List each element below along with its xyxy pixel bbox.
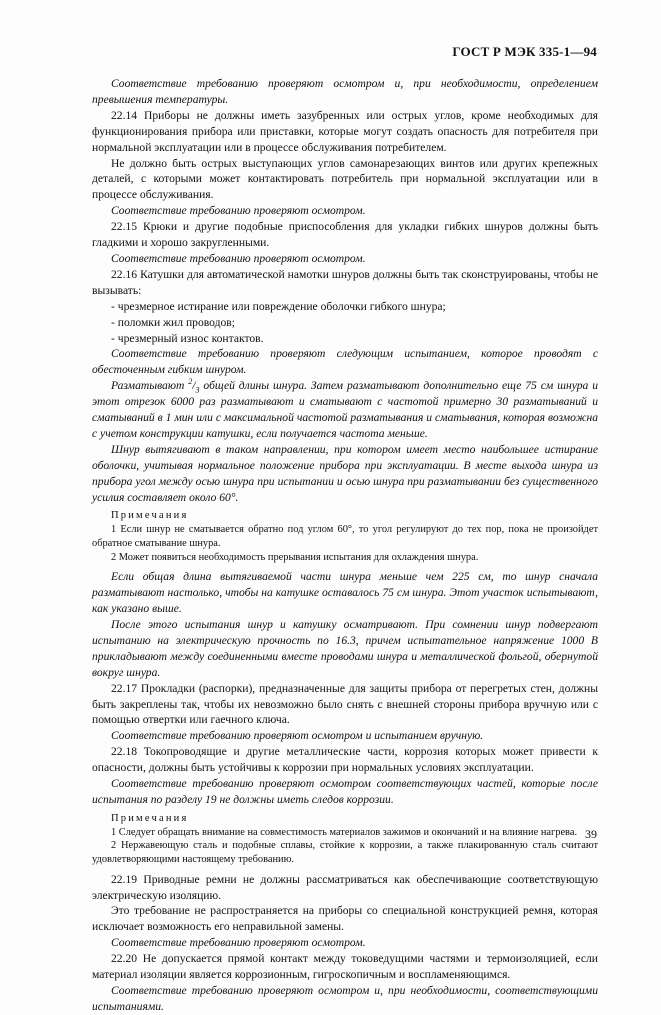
paragraph: Соответствие требованию проверяют осмотром соответствующих частей, которые после испытания по разделу 19 не должны иметь следов коррозии. — [92, 777, 598, 806]
page-number: 39 — [585, 827, 597, 841]
list-item: - поломки жил проводов; — [111, 315, 235, 329]
text-run: общей длины шнура. Затем разматывают дополнительно еще 75 см шнура и этот отрезок 6000 раз разматывают и сматывают с частотой примерно 30 разматываний и сматываний в 1 мин или с максимальной частотой разматывания и сматывания, которая возможна с учетом конструкции катушки, если получается частота меньше. — [92, 379, 598, 440]
notes-heading: Примечания — [111, 812, 189, 824]
fraction-numerator: 2 — [188, 377, 193, 387]
paragraph: 22.16 Катушки для автоматической намотки шнуров должны быть так сконструированы, чтобы не вызывать: — [92, 267, 598, 297]
fraction-denominator: 3 — [195, 385, 200, 395]
paragraph: Разматывают $^2/_3$ общей длины шнура. Затем разматывают дополнительно еще 75 см шнура и этот отрезок 6000 раз разматывают и сматывают с частотой примерно 30 разматываний и сматываний в 1 мин или с максимальной частотой разматывания и сматывания, которая возможна с учетом конструкции катушки, если получается частота меньше. — [92, 377, 598, 440]
paragraph: Соответствие требованию проверяют осмотром. — [111, 251, 366, 265]
paragraph: Соответствие требованию проверяют осмотром и, при необходимости, соответствующими испытаниями. — [92, 983, 598, 1013]
paragraph: 22.15 Крюки и другие подобные приспособления для укладки гибких шнуров должны быть гладкими и хорошо закругленными. — [92, 220, 598, 250]
paragraph: 22.14 Приборы не должны иметь зазубренных или острых углов, кроме необходимых для функционирования прибора или приставки, которые могут создать опасность для потребителя при нормальной эксплуатации или в процессе обслуживания потребителем. — [92, 108, 598, 154]
paragraph: Если общая длина вытягиваемой части шнура меньше чем 225 см, то шнур сначала разматывают настолько, чтобы на катушке оставалось 75 см шнура. Этот участок испытывают, как указано выше. — [92, 570, 598, 616]
paragraph: 22.17 Прокладки (распорки), предназначенные для защиты прибора от перегретых стен, должны быть закреплены так, чтобы их невозможно было снять с внешней стороны прибора вручную или с помощью отвертки или гаечного ключа. — [92, 681, 598, 727]
paragraph: 22.19 Приводные ремни не должны рассматриваться как обеспечивающие соответствующую электрическую изоляцию. — [92, 872, 598, 902]
paragraph: Шнур вытягивают в таком направлении, при котором имеет место наибольшее истирание оболочки, учитывая нормальное положение прибора при эксплуатации. В месте выхода шнура из прибора угол между осью шнура при испытании и осью шнура при разматывании без существенного усилия составляет около 60°. — [92, 442, 598, 504]
paragraph: Не должно быть острых выступающих углов самонарезающих винтов или других крепежных деталей, с которыми может контактировать потребитель при нормальной эксплуатации или в процессе обслуживания. — [92, 156, 598, 202]
paragraph: 22.18 Токопроводящие и другие металлические части, коррозия которых может привести к опасности, должны быть устойчивы к коррозии при нормальных условиях эксплуатации. — [92, 745, 598, 775]
paragraph: Соответствие требованию проверяют следующим испытанием, которое проводят с обесточенным гибким шнуром. — [92, 347, 598, 377]
paragraph: Это требование не распространяется на приборы со специальной конструкцией ремня, которая исключает возможность его неправильной замены. — [92, 904, 598, 934]
page-body — [92, 76, 598, 1015]
note-item: 1 Если шнур не сматывается обратно под углом 60°, то угол регулируют до тех пор, пока не произойдет обратное сматывание шнура. — [92, 524, 598, 550]
paragraph: Соответствие требованию проверяют осмотром. — [111, 204, 366, 218]
paragraph: Соответствие требованию проверяют осмотром и испытанием вручную. — [111, 729, 484, 743]
paragraph: Соответствие требованию проверяют осмотром и, при необходимости, определением превышения температуры. — [92, 77, 598, 106]
paragraph: Соответствие требованию проверяют осмотром. — [111, 936, 366, 950]
note-item: 2 Нержавеющую сталь и подобные сплавы, стойкие к коррозии, а также плакированную сталь считают удовлетворяющими настоящему требованию. — [92, 840, 598, 866]
text-run: Разматывают — [111, 379, 189, 393]
note-item: 2 Может появиться необходимость прерывания испытания для охлаждения шнура. — [111, 551, 479, 563]
document-code-header: ГОСТ Р МЭК 335-1—94 — [452, 44, 597, 59]
paragraph: 22.20 Не допускается прямой контакт между токоведущими частями и термоизоляцией, если материал изоляции является коррозионным, гигроскопичным и воспламеняющимся. — [92, 952, 598, 982]
list-item: - чрезмерное истирание или повреждение оболочки гибкого шнура; — [111, 299, 446, 313]
list-item: - чрезмерный износ контактов. — [111, 331, 264, 345]
note-item: 1 Следует обращать внимание на совместимость материалов зажимов и окончаний и на влияние нагрева. — [111, 826, 578, 838]
paragraph: После этого испытания шнур и катушку осматривают. При сомнении шнур подвергают испытанию на электрическую прочность по 16.3, причем испытательное напряжение 1000 В прикладывают между соединенными вместе проводами шнура и металлической фольгой, обернутой вокруг шнура. — [92, 617, 598, 679]
notes-heading: Примечания — [111, 510, 189, 522]
